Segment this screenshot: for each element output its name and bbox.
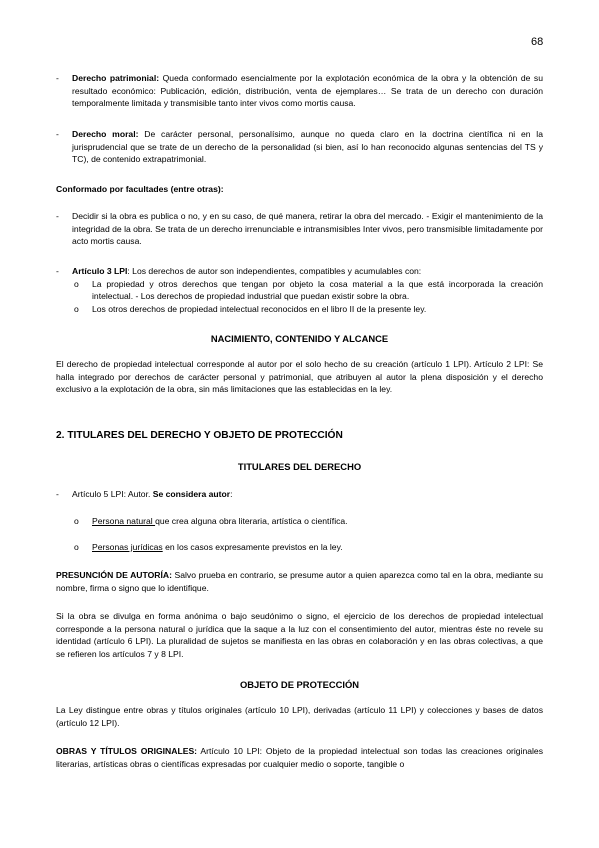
paragraph-text: El derecho de propiedad intelectual corresponde al autor por el solo hecho de su creación (artículo 1 LPI). Artículo 2 LPI: Se halla integrado por derechos de carácter personal y patrimonial, que atribuyen al autor la plena disposición y el derecho exclusivo a la explotación de la obra, sin más limitaciones que las establecidas en la ley.	[56, 359, 543, 395]
list-item-facultades	[56, 210, 543, 248]
term-derecho-patrimonial: Derecho patrimonial:	[72, 73, 160, 83]
paragraph-text: Artículo 10 LPI: Objeto de la propiedad intelectual son todas las creaciones originales literarias, artísticas obras o científicas expresadas por cualquier medio o soporte, tangible o	[56, 746, 544, 769]
list-item-articulo-5	[56, 488, 543, 501]
term-obras-titulos: OBRAS Y TÍTULOS ORIGINALES:	[56, 746, 198, 756]
dash-bullet: -	[56, 266, 59, 276]
circle-bullet: o	[74, 516, 79, 526]
underlined-term: Persona natural	[92, 516, 156, 526]
term-se-considera-autor: Se considera autor	[152, 489, 231, 499]
circle-bullet: o	[74, 542, 79, 552]
list-item-derecho-moral	[56, 128, 543, 166]
dash-bullet: -	[56, 129, 59, 139]
sub-item-text: en los casos expresamente previstos en la ley.	[162, 542, 343, 552]
dash-bullet: -	[56, 489, 59, 499]
sub-item-text: que crea alguna obra literaria, artística o científica.	[155, 516, 348, 526]
circle-bullet: o	[74, 303, 79, 314]
dash-bullet: -	[56, 73, 59, 83]
facultades-title-block	[56, 183, 543, 196]
term-presuncion: PRESUNCIÓN DE AUTORÍA:	[56, 570, 172, 580]
heading-titulares: TITULARES DEL DERECHO	[237, 461, 362, 472]
paragraph-anonima	[56, 610, 543, 660]
paragraph-text: La Ley distingue entre obras y títulos originales (artículo 10 LPI), derivadas (artículo 11 LPI) y colecciones y bases de datos (artículo 12 LPI).	[56, 705, 543, 728]
sub-list-item	[56, 541, 543, 554]
term-articulo-3: Artículo 3 LPI	[72, 266, 128, 276]
item-tail: :	[230, 489, 233, 499]
section-title: 2. TITULARES DEL DERECHO Y OBJETO DE PROTECCIÓN	[56, 430, 343, 441]
item-text: : Los derechos de autor son independientes, compatibles y acumulables con:	[127, 266, 422, 276]
paragraph-text: Salvo prueba en contrario, se presume autor a quien aparezca como tal en la obra, mediante su nombre, firma o signo que lo identifique.	[56, 570, 544, 593]
paragraph-obras	[56, 745, 543, 770]
page-number: 68	[531, 36, 544, 48]
heading-objeto: OBJETO DE PROTECCIÓN	[239, 679, 360, 690]
dash-bullet: -	[56, 211, 59, 221]
item-text: Queda conformado esencialmente por la explotación económica de la obra y la obtención de su resultado económico: Publicación, edición, distribución, venta de ejemplares… Se trata de un derecho con duración temporalmente limitada y transmisible tanto inter vivos como mortis causa.	[72, 73, 543, 109]
item-text: Decidir si la obra es publica o no, y en su caso, de qué manera, retirar la obra del mercado. - Exigir el mantenimiento de la integridad de la obra. Se trata de un derecho irrenunciable e intransmisibles Inter vivos, pero transmisible limitadamente por acto mortis causa.	[72, 211, 543, 247]
paragraph-objeto	[56, 704, 543, 729]
facultades-title: Conformado por facultades (entre otras):	[56, 184, 224, 194]
item-text: De carácter personal, personalísimo, aunque no queda claro en la doctrina científica ni en la jurisprudencial que se trate de un derecho de la personalidad (si bien, así lo han reconocido algunas sentencias del TS y TC), de contenido extrapatrimonial.	[72, 129, 543, 165]
paragraph-presuncion	[56, 569, 543, 594]
item-text: Artículo 5 LPI: Autor.	[72, 489, 153, 499]
paragraph-nacimiento	[56, 358, 543, 396]
sub-list-item	[56, 515, 543, 528]
sub-item-text: Los otros derechos de propiedad intelectual reconocidos en el libro II de la presente ley.	[92, 303, 427, 314]
list-item-articulo-3	[56, 265, 543, 315]
heading-nacimiento: NACIMIENTO, CONTENIDO Y ALCANCE	[210, 333, 389, 344]
sub-list-item	[56, 303, 543, 316]
circle-bullet: o	[74, 278, 79, 289]
list-item-personas-juridicas	[56, 541, 543, 554]
term-derecho-moral: Derecho moral:	[72, 129, 139, 139]
list-item-persona-natural	[56, 515, 543, 528]
paragraph-text: Si la obra se divulga en forma anónima o bajo seudónimo o signo, el ejercicio de los derechos de propiedad intelectual corresponde a la persona natural o jurídica que la saque a la luz con el consentimiento del autor, mientras éste no revele su identidad (artículo 6 LPI). La pluralidad de sujetos se manifiesta en las obras en colaboración y en las obras colectivas, a que se refieren los artículos 7 y 8 LPI.	[56, 611, 543, 659]
list-item-derecho-patrimonial	[56, 72, 543, 110]
sub-item-text: La propiedad y otros derechos que tengan por objeto la cosa material a la que está incorporada la creación intelectual. - Los derechos de propiedad industrial que puedan existir sobre la obra.	[92, 278, 543, 302]
underlined-term: Personas jurídicas	[92, 542, 163, 552]
sub-list-item	[56, 278, 543, 303]
